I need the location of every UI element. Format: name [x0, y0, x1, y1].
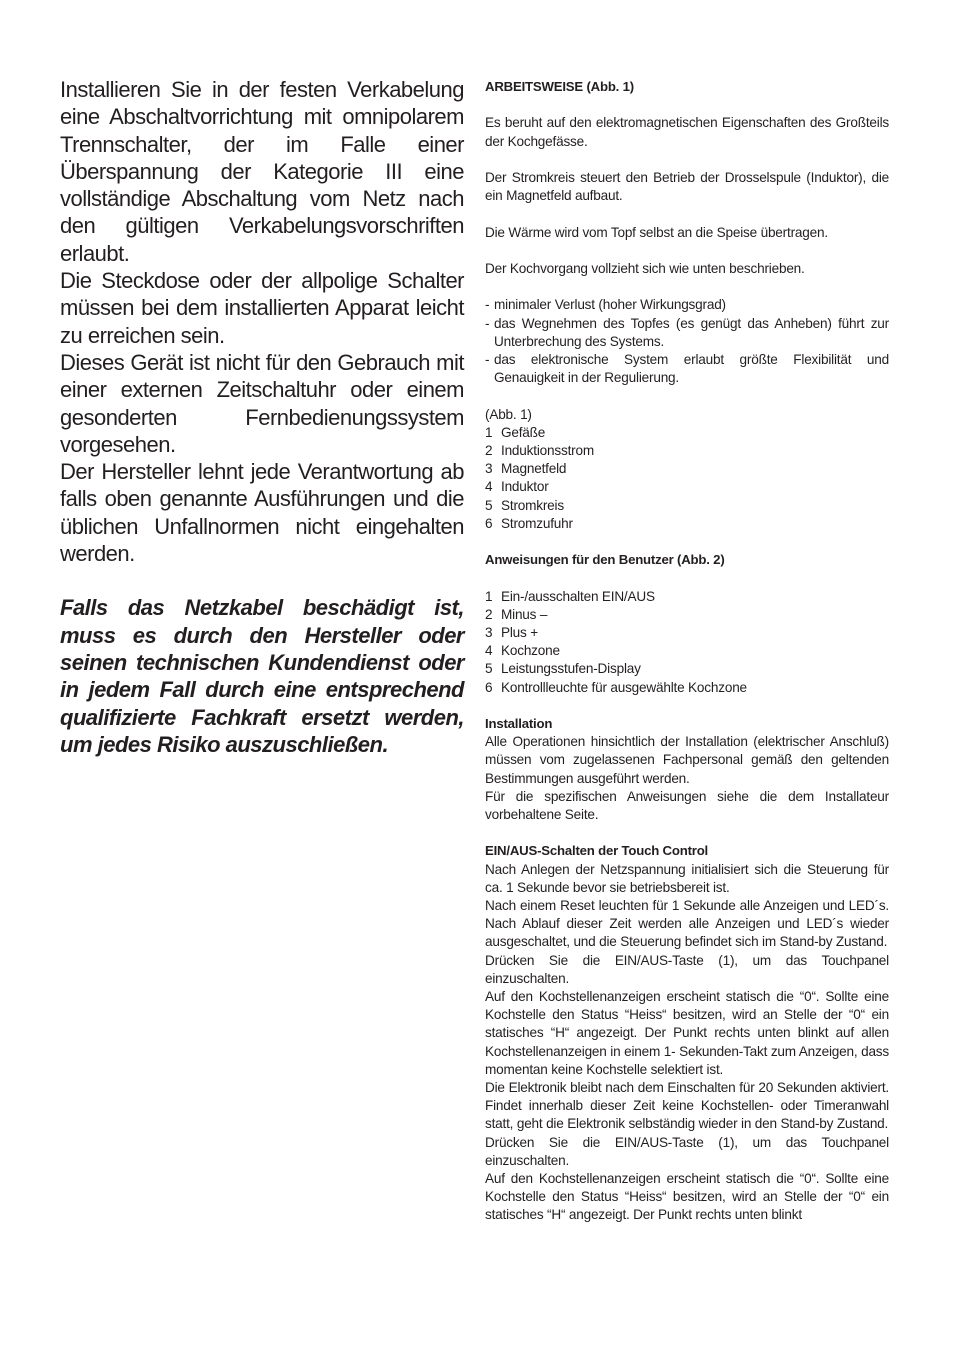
safety-paragraph: Installieren Sie in der festen Verkabelung eine Abschaltvorrichtung mit omnipolarem Trennschalter, der im Falle einer Überspannung der Kategorie III eine vollständige Abschaltung vom Netz nach den gültigen Verkabelungsvorschriften erlaubt. [60, 77, 464, 266]
list-item [485, 497, 889, 515]
item-text: Stromzufuhr [501, 515, 573, 531]
item-text: Gefäße [501, 424, 546, 440]
item-text: Kochzone [501, 643, 560, 659]
figure-1-legend [485, 424, 889, 533]
item-text: Induktor [501, 479, 549, 495]
list-item [485, 588, 889, 606]
body-paragraph: Es beruht auf den elektromagnetischen Eigenschaften des Großteils der Kochgefässe. [485, 115, 889, 149]
item-text: Minus – [501, 606, 548, 622]
item-text: Stromkreis [501, 497, 564, 513]
item-number: 4 [485, 479, 493, 495]
list-item [485, 478, 889, 496]
list-item [485, 515, 889, 533]
item-text: Ein-/ausschalten EIN/AUS [501, 588, 655, 604]
list-item [485, 660, 889, 678]
list-item: - minimaler Verlust (hoher Wirkungsgrad) [485, 296, 889, 314]
touch-control-heading: EIN/AUS-Schalten der Touch Control [485, 843, 709, 859]
anweisungen-heading: Anweisungen für den Benutzer (Abb. 2) [485, 552, 725, 568]
item-text: Kontrollleuchte für ausgewählte Kochzone [501, 679, 747, 695]
body-paragraph: Der Stromkreis steuert den Betrieb der Drosselspule (Induktor), die ein Magnetfeld aufbaut. [485, 169, 889, 204]
installation-heading: Installation [485, 715, 553, 731]
list-item [485, 442, 889, 460]
item-number: 2 [485, 442, 493, 458]
body-paragraph: Auf den Kochstellenanzeigen erscheint statisch die “0“. Sollte eine Kochstelle den Status “Heiss“ besitzen, wird an Stelle der “0“ ein statisches “H“ angezeigt. Der Punkt rechts unten blinkt [485, 1171, 889, 1223]
item-number: 3 [485, 461, 493, 477]
safety-paragraph: Dieses Gerät ist nicht für den Gebrauch mit einer externen Zeitschaltuhr oder einem gesonderten Fernbedienungssystem vorgesehen. [60, 349, 464, 457]
figure-reference: (Abb. 1) [485, 406, 532, 422]
body-paragraph: Alle Operationen hinsichtlich der Installation (elektrischer Anschluß) müssen vom zugelassenen Fachpersonal gemäß den geltenden Bestimmungen ausgeführt werden. [485, 734, 889, 786]
list-item: - das Wegnehmen des Topfes (es genügt das Anheben) führt zur Unterbrechung des Systems. [485, 315, 889, 351]
safety-paragraph: Der Hersteller lehnt jede Verantwortung ab falls oben genannte Ausführungen und die üblichen Unfallnormen nicht eingehalten werden. [60, 459, 464, 567]
body-paragraph: Der Kochvorgang vollzieht sich wie unten beschrieben. [485, 260, 805, 276]
item-number: 3 [485, 624, 493, 640]
safety-paragraph: Die Steckdose oder der allpolige Schalter müssen bei dem installierten Apparat leicht zu erreichen sein. [60, 268, 464, 348]
left-column [60, 76, 464, 758]
item-number: 5 [485, 497, 493, 513]
item-number: 1 [485, 588, 493, 604]
body-paragraph: Auf den Kochstellenanzeigen erscheint statisch die “0“. Sollte eine Kochstelle den Status “Heiss“ besitzen, wird an Stelle der “0“ ein statisches “H“ angezeigt. Der Punkt rechts unten blinkt auf allen Kochstellenanzeigen in einem 1- Sekunden-Takt zum Anzeigen, dass momentan keine Kochstelle selektiert ist. [485, 989, 889, 1077]
item-number: 4 [485, 643, 493, 659]
item-number: 2 [485, 606, 493, 622]
body-paragraph: Die Elektronik bleibt nach dem Einschalten für 20 Sekunden aktiviert. Findet innerhalb dieser Zeit keine Kochstellen- oder Timeranwahl statt, geht die Elektronik selbständig wieder in den Stand-by Zustand. [485, 1080, 889, 1132]
item-number: 5 [485, 661, 493, 677]
list-item [485, 679, 889, 697]
body-paragraph: Nach einem Reset leuchten für 1 Sekunde alle Anzeigen und LED´s. Nach Ablauf dieser Zeit werden alle Anzeigen und LED´s wieder ausgeschaltet, und die Steuerung befindet sich im Stand-by Zustand. [485, 897, 889, 950]
list-item [485, 624, 889, 642]
controls-legend [485, 588, 889, 697]
item-number: 6 [485, 515, 493, 531]
list-item [485, 424, 889, 442]
right-column [485, 78, 889, 1225]
item-number: 1 [485, 424, 493, 440]
list-item: - das elektronische System erlaubt größte Flexibilität und Genauigkeit in der Regulierung. [485, 351, 889, 387]
item-text: Leistungsstufen-Display [501, 661, 641, 677]
body-paragraph: Die Wärme wird vom Topf selbst an die Speise übertragen. [485, 224, 828, 240]
arbeitsweise-heading: ARBEITSWEISE (Abb. 1) [485, 79, 634, 94]
item-text: Plus + [501, 624, 538, 640]
advantages-list [485, 296, 889, 387]
body-paragraph: Für die spezifischen Anweisungen siehe die dem Installateur vorbehaltene Seite. [485, 788, 889, 822]
item-number: 6 [485, 679, 493, 695]
power-cable-warning: Falls das Netzkabel beschädigt ist, muss es durch den Hersteller oder seinen technischen Kundendienst oder in jedem Fall durch eine entsprechend qualifizierte Fachkraft ersetzt werden, um jedes Risiko auszuschließen. [60, 595, 464, 757]
list-item [485, 642, 889, 660]
body-paragraph: Nach Anlegen der Netzspannung initialisiert sich die Steuerung für ca. 1 Sekunde bevor sie betriebsbereit ist. [485, 861, 889, 895]
list-item [485, 460, 889, 478]
item-text: Induktionsstrom [501, 442, 594, 458]
list-item [485, 606, 889, 624]
item-text: Magnetfeld [501, 461, 567, 477]
body-paragraph: Drücken Sie die EIN/AUS-Taste (1), um das Touchpanel einzuschalten. [485, 952, 889, 986]
body-paragraph: Drücken Sie die EIN/AUS-Taste (1), um das Touchpanel einzuschalten. [485, 1134, 889, 1168]
